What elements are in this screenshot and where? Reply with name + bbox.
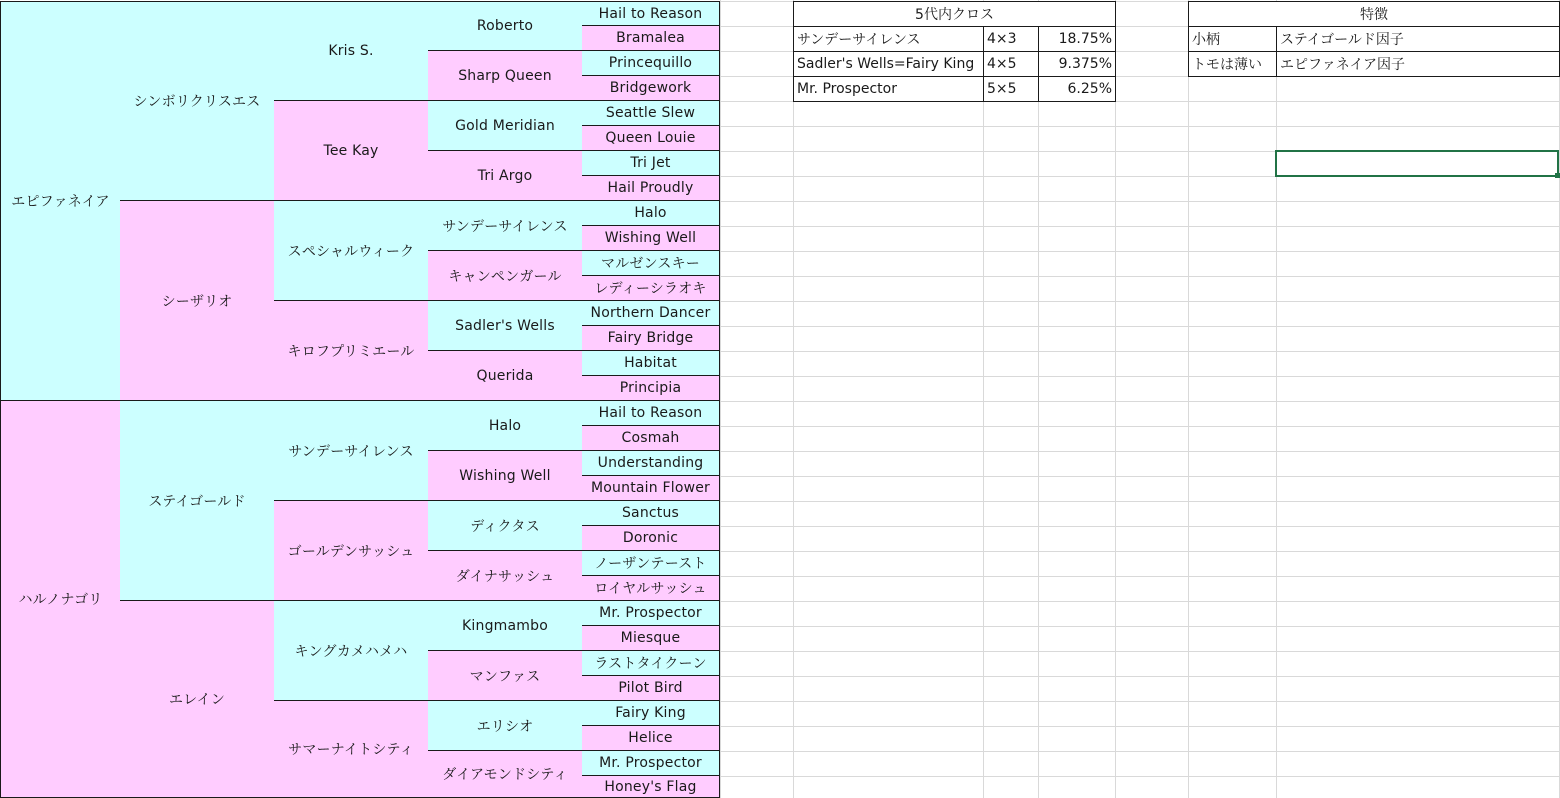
row-gridline [720,651,1560,652]
pedigree-chart [0,0,720,798]
horse-name: Pilot Bird [618,680,683,696]
pedigree-cell[interactable] [582,226,720,251]
column-gridline [983,0,984,798]
horse-name: Hail Proudly [607,180,694,196]
horse-name: Kingmambo [462,617,548,634]
horse-name: キロフプリミエール [287,343,415,360]
horse-name: サマーナイトシティ [288,742,414,758]
pedigree-cell[interactable] [582,676,720,701]
pedigree-cell[interactable] [582,151,720,176]
row-gridline [720,601,1560,602]
feature-label[interactable]: 小柄 [1188,27,1277,52]
cross-generation[interactable]: 4×3 [984,27,1039,52]
pedigree-cell[interactable] [582,26,720,51]
column-gridline [793,0,794,798]
horse-name: Halo [488,417,522,434]
pedigree-cell[interactable] [120,201,275,401]
column-gridline [1276,0,1277,798]
row-gridline [720,301,1560,302]
horse-name: Seattle Slew [605,105,696,121]
row-gridline [720,676,1560,677]
pedigree-cell[interactable] [582,101,720,126]
active-cell-selection[interactable] [1275,150,1559,177]
pedigree-cell[interactable] [428,151,583,201]
horse-name: Miesque [620,630,681,646]
feature-value[interactable]: エピファネイア因子 [1277,52,1560,77]
horse-name: Mountain Flower [591,480,710,496]
pedigree-cell[interactable] [582,351,720,376]
horse-name: Querida [476,367,534,384]
cross-generation[interactable]: 5×5 [984,77,1039,102]
pedigree-cell[interactable] [428,501,583,551]
row-gridline [720,501,1560,502]
horse-name: Queen Louie [605,130,696,146]
column-gridline [720,0,721,798]
pedigree-cell[interactable] [0,1,121,401]
row-gridline [720,326,1560,327]
horse-name: Fairy Bridge [607,330,694,346]
row-gridline [720,576,1560,577]
column-gridline [1115,0,1116,798]
pedigree-cell[interactable] [582,201,720,226]
horse-name: エリシオ [476,718,534,735]
horse-name: Tee Kay [323,142,379,159]
horse-name: ゴールデンサッシュ [287,543,415,560]
horse-name: Principia [619,380,682,396]
row-gridline [720,751,1560,752]
horse-name: スペシャルウィーク [287,243,415,260]
row-gridline [720,426,1560,427]
features-table-title[interactable]: 特徴 [1188,1,1560,27]
cross-table-title[interactable]: 5代内クロス [793,1,1116,27]
pedigree-cell[interactable] [428,301,583,351]
horse-name: キャンペンガール [448,268,562,285]
pedigree-cell[interactable] [582,601,720,626]
row-gridline [720,276,1560,277]
cross-ancestor-name[interactable]: サンデーサイレンス [793,27,984,52]
pedigree-cell[interactable] [274,501,429,601]
pedigree-cell[interactable] [428,51,583,101]
row-gridline [720,476,1560,477]
row-gridline [720,376,1560,377]
horse-name: ステイゴールド [148,493,246,510]
row-gridline [720,726,1560,727]
pedigree-cell[interactable] [274,401,429,501]
horse-name: シンボリクリスエス [133,94,261,110]
horse-name: Bramalea [616,30,685,46]
horse-name: Tri Argo [477,167,533,184]
horse-name: Hail to Reason [598,5,703,22]
cross-ancestor-name[interactable]: Sadler's Wells=Fairy King [793,52,984,77]
horse-name: ディクタス [470,518,540,535]
pedigree-cell[interactable] [582,51,720,76]
horse-name: サンデーサイレンス [288,443,414,460]
pedigree-cell[interactable] [428,751,583,798]
pedigree-cell[interactable] [582,701,720,726]
horse-name: マルゼンスキー [601,256,700,272]
cross-generation[interactable]: 4×5 [984,52,1039,77]
pedigree-cell[interactable] [428,701,583,751]
pedigree-cell[interactable] [428,201,583,251]
pedigree-cell[interactable] [582,276,720,301]
horse-name: エレイン [168,692,226,708]
pedigree-cell[interactable] [582,576,720,601]
row-gridline [720,126,1560,127]
horse-name: Mr. Prospector [599,755,702,771]
horse-name: Kris S. [328,43,374,59]
horse-name: Cosmah [621,430,680,446]
row-gridline [720,451,1560,452]
cross-percentage[interactable]: 18.75% [1039,27,1116,52]
row-gridline [720,251,1560,252]
horse-name: Wishing Well [459,467,551,484]
cross-percentage[interactable]: 9.375% [1039,52,1116,77]
horse-name: Roberto [476,18,534,34]
horse-name: エピファネイア [11,194,110,210]
horse-name: ラストタイクーン [594,656,707,672]
pedigree-cell[interactable] [582,251,720,276]
pedigree-cell[interactable] [582,401,720,426]
horse-name: Sadler's Wells [455,317,555,334]
pedigree-cell[interactable] [428,651,583,701]
horse-name: サンデーサイレンス [442,218,568,235]
pedigree-cell[interactable] [582,751,720,776]
cross-percentage[interactable]: 6.25% [1039,77,1116,102]
pedigree-cell[interactable] [582,1,720,26]
horse-name: ハルノナゴリ [18,592,103,608]
pedigree-cell[interactable] [0,401,121,798]
column-gridline [1188,0,1189,798]
pedigree-cell[interactable] [428,251,583,301]
horse-name: Doronic [622,530,679,546]
pedigree-cell[interactable] [120,601,275,798]
horse-name: シーザリオ [161,293,233,310]
feature-label[interactable]: トモは薄い [1188,52,1277,77]
row-gridline [720,701,1560,702]
row-gridline [720,551,1560,552]
horse-name: Bridgework [609,80,692,96]
pedigree-cell[interactable] [274,101,429,201]
pedigree-cell[interactable] [120,1,275,201]
horse-name: Northern Dancer [590,305,711,321]
pedigree-cell[interactable] [582,776,720,798]
row-gridline [720,351,1560,352]
horse-name: Gold Meridian [455,117,555,134]
horse-name: Fairy King [615,705,686,721]
pedigree-cell[interactable] [582,301,720,326]
horse-name: Hail to Reason [598,405,703,421]
horse-name: Understanding [597,455,704,471]
pedigree-cell[interactable] [582,651,720,676]
pedigree-cell[interactable] [274,601,429,701]
row-gridline [720,226,1560,227]
horse-name: レディーシラオキ [594,281,707,297]
pedigree-cell[interactable] [428,351,583,401]
pedigree-cell[interactable] [582,76,720,101]
pedigree-cell[interactable] [428,401,583,451]
pedigree-cell[interactable] [274,301,429,401]
horse-name: ダイアモンドシティ [442,767,568,783]
pedigree-cell[interactable] [428,1,583,51]
horse-name: Sanctus [621,505,680,521]
horse-name: Tri Jet [630,155,671,171]
pedigree-cell[interactable] [582,376,720,401]
horse-name: ロイヤルサッシュ [594,581,707,597]
row-gridline [720,526,1560,527]
pedigree-cell[interactable] [428,551,583,601]
column-gridline [1038,0,1039,798]
pedigree-cell[interactable] [582,476,720,501]
pedigree-cell[interactable] [582,126,720,151]
pedigree-cell[interactable] [428,451,583,501]
fill-handle[interactable] [1555,173,1560,178]
horse-name: Honey's Flag [604,778,697,795]
pedigree-cell[interactable] [274,701,429,798]
pedigree-cell[interactable] [582,626,720,651]
feature-value[interactable]: ステイゴールド因子 [1277,27,1560,52]
horse-name: Helice [628,730,673,746]
pedigree-cell[interactable] [274,201,429,301]
row-gridline [720,626,1560,627]
pedigree-cell[interactable] [582,326,720,351]
pedigree-cell[interactable] [428,101,583,151]
pedigree-cell[interactable] [582,426,720,451]
row-gridline [720,201,1560,202]
horse-name: Sharp Queen [458,67,552,84]
horse-name: Princequillo [608,55,693,71]
cross-ancestor-name[interactable]: Mr. Prospector [793,77,984,102]
row-gridline [720,401,1560,402]
horse-name: マンファス [469,668,541,685]
pedigree-cell[interactable] [120,401,275,601]
row-gridline [720,776,1560,777]
pedigree-cell[interactable] [582,551,720,576]
horse-name: Halo [634,205,667,221]
pedigree-cell[interactable] [582,501,720,526]
pedigree-cell[interactable] [428,601,583,651]
pedigree-cell[interactable] [274,1,429,101]
pedigree-cell[interactable] [582,176,720,201]
horse-name: Wishing Well [604,230,697,246]
horse-name: Habitat [624,355,677,371]
horse-name: キングカメハメハ [294,643,408,660]
pedigree-cell[interactable] [582,726,720,751]
horse-name: ダイナサッシュ [455,568,555,585]
pedigree-cell[interactable] [582,526,720,551]
horse-name: ノーザンテースト [594,556,707,572]
pedigree-cell[interactable] [582,451,720,476]
horse-name: Mr. Prospector [599,605,702,621]
